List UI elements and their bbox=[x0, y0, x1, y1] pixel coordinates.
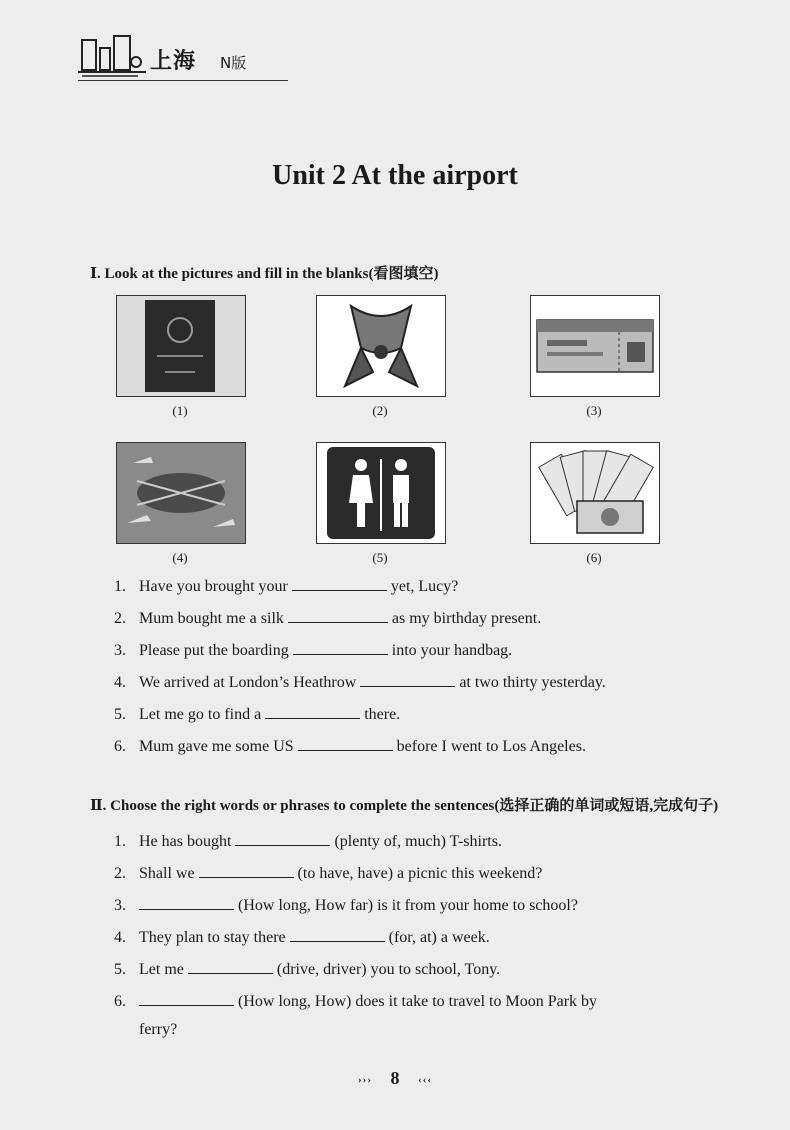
page-footer bbox=[0, 1068, 790, 1089]
page-header bbox=[78, 30, 288, 86]
s1-item-4: 4. We arrived at London’s Heathrow at two thirty yesterday. bbox=[114, 674, 606, 691]
s1-item-2: 2. Mum bought me a silk as my birthday present. bbox=[114, 610, 542, 627]
s1-item-6: 6. Mum gave me some US before I went to Los Angeles. bbox=[114, 738, 586, 755]
picture-label-1: (1) bbox=[172, 403, 188, 418]
answer-blank[interactable] bbox=[288, 608, 388, 623]
arrows-left-icon: ››› bbox=[358, 1073, 372, 1086]
arrows-right-icon: ‹‹‹ bbox=[418, 1073, 432, 1086]
dollar-bills-icon bbox=[531, 443, 659, 543]
airport-icon bbox=[117, 443, 245, 543]
s2-item-5: 5. Let me (drive, driver) you to school, Tony. bbox=[114, 961, 501, 978]
section-2-heading: Ⅱ. Choose the right words or phrases to complete the sentences(选择正确的单词或短语,完成句子) bbox=[90, 798, 719, 814]
answer-blank[interactable] bbox=[360, 672, 455, 687]
s1-item-1: 1. Have you brought your yet, Lucy? bbox=[114, 578, 459, 595]
s2-item-6: 6. (How long, How) does it take to travel to Moon Park by bbox=[114, 993, 598, 1010]
restroom-sign-icon bbox=[317, 443, 445, 543]
answer-blank[interactable] bbox=[139, 991, 234, 1006]
s1-item-5: 5. Let me go to find a there. bbox=[114, 706, 401, 723]
s2-item-6-continuation: ferry? bbox=[139, 1021, 178, 1038]
s2-item-3: 3. (How long, How far) is it from your home to school? bbox=[114, 897, 578, 914]
picture-restroom bbox=[316, 442, 446, 544]
picture-label-5: (5) bbox=[372, 550, 388, 565]
picture-label-3: (3) bbox=[586, 403, 602, 418]
answer-blank[interactable] bbox=[265, 704, 360, 719]
s1-item-3: 3. Please put the boarding into your handbag. bbox=[114, 642, 513, 659]
scarf-icon bbox=[317, 296, 445, 396]
answer-blank[interactable] bbox=[298, 736, 393, 751]
unit-title: Unit 2 At the airport bbox=[272, 160, 518, 191]
boarding-pass-icon bbox=[531, 296, 659, 396]
passport-icon bbox=[117, 296, 245, 396]
s2-item-2: 2. Shall we (to have, have) a picnic this weekend? bbox=[114, 865, 543, 882]
picture-label-6: (6) bbox=[586, 550, 602, 565]
series-title: 上海 bbox=[150, 49, 197, 74]
picture-dollars bbox=[530, 442, 660, 544]
page-number: 8 bbox=[390, 1068, 400, 1088]
answer-blank[interactable] bbox=[199, 863, 294, 878]
answer-blank[interactable] bbox=[235, 831, 330, 846]
section-1-heading: Ⅰ. Look at the pictures and fill in the blanks(看图填空) bbox=[90, 266, 439, 282]
answer-blank[interactable] bbox=[292, 576, 387, 591]
picture-boarding-pass bbox=[530, 295, 660, 397]
answer-blank[interactable] bbox=[139, 895, 234, 910]
answer-blank[interactable] bbox=[293, 640, 388, 655]
s2-item-4: 4. They plan to stay there (for, at) a week. bbox=[114, 929, 490, 946]
picture-airport bbox=[116, 442, 246, 544]
edition-label: N版 bbox=[220, 54, 247, 72]
picture-label-2: (2) bbox=[372, 403, 388, 418]
picture-label-4: (4) bbox=[172, 550, 188, 565]
s2-item-1: 1. He has bought (plenty of, much) T-shirts. bbox=[114, 833, 502, 850]
answer-blank[interactable] bbox=[290, 927, 385, 942]
picture-passport bbox=[116, 295, 246, 397]
city-skyline-icon bbox=[78, 32, 146, 78]
picture-scarf bbox=[316, 295, 446, 397]
answer-blank[interactable] bbox=[188, 959, 273, 974]
header-rule bbox=[78, 80, 288, 81]
